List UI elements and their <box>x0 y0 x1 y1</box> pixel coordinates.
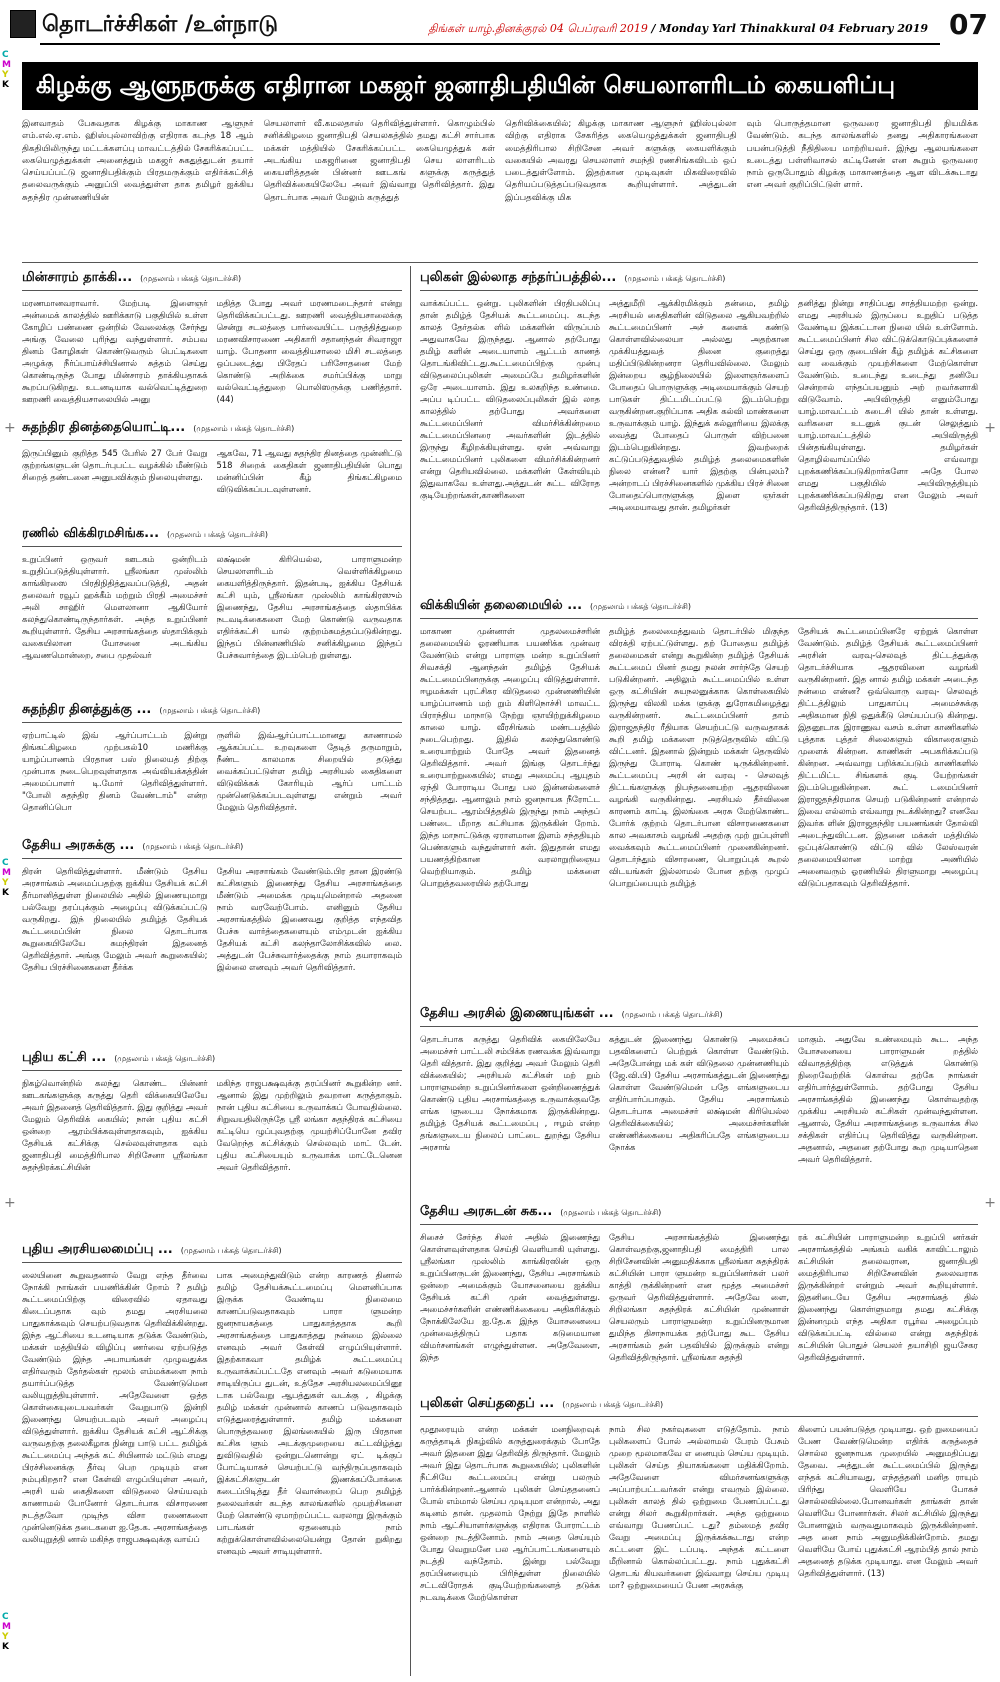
article-column: தேசிய அரசாங்கம் வேண்டும்.பிர தான இரண்டு கட்சிகளும் இணைந்து தேசிய அரசாங்கத்தை மீண்டும் அமைக்க முடியுமென்றால் அதனை நாம் வரவேற்போம். எனினும் தேசிய அரசாங்கத்தில் இணைவது குறித்த எந்தவித பேச்சு வார்த்தைகளையும் எம்முடன் ஐக்கிய தேசியக் கட்சி கலந்தாலோசிக்கவில் லை. அத்துடன் பேச்சுவார்த்தைக்கு நாம் தயாராகவும் இல்லை எனவும் அவர் தெரிவித்தார். <box>216 866 402 972</box>
masthead <box>0 0 1000 58</box>
article-column: மூதூரையும் என்ற மக்கள் மனநிறைவுக் கருத்தாடிக் நிகழ்வில் கருத்துரைக்கும் போதே அவர் இதனை இது தெரிவித் திருந்தார். மேலும் அவர் இது தொடர்பாக கூறுகையில்; புலிகளின் நீட்சியே கூட்டமைப்பு என்று பலரும் பார்க்கின்றனர்.ஆனால் புலிகள் செய்ததனைப் போல் எம்மால் செய்ய முடியுமா என்றால், அது கடினம் தான். முதலாம் நேற்று இதே நாளில் நாம் ஆட்சியாளர்களுக்கு எதிராக போராட்டம் ஒன்றை நடத்தினோம். நாம் அதை செய்யும் போது வெறுமனே பல ஆர்ப்பாட்டங்களையும் நடத்தி வந்தோம். இன்று பல்வேறு தரப்பினரையும் பிரிந்துள்ள நிலையில் சட்டவிரோதக் குடியேற்றங்களைத் தடுக்க நடவடிக்கை மேற்கொள்ள <box>420 1424 600 1602</box>
continuation-note: (முதலாம் பக்கத் தொடர்ச்சி) <box>624 274 726 283</box>
article-column: கத்துடன் இணைந்து கொண்டு அமைச்சுப் பதவிகளைப் பெற்றுக் கொள்ள வேண்டும். அதேபோன்று மக் கள் விடுதலை முன்னணியும் (ஜே.வி.பி) தேசிய அரசாங்கத்துடன் இணைந்து கொள்ள வேண்டுமென் பதே எங்களுடைய எதிர்பார்ப்பாகும். தேசிய அரசாங்கம் தொடர்பாக அமைச்சர் லக்ஷ்மன் கிரியெல்ல தெரிவிக்கையில்; அமைச்சர்களின் எண்ணிக்கையை அதிகரிப்பதே எங்களுடைய நோக்க <box>609 1034 789 1152</box>
lead-column-4: வும் பொருத்தமான ஒருவரை ஜனாதிபதி நியமிக்க வேண்டும். கடந்த காலங்களில் தனது அதிகாரங்களை பயன்படுத்தி நீதிதியை மாற்றியவர். இந்து ஆலயங்களை உடைத்து பள்ளிவாசல் கட்டினேன் என கூறும் ஒருவரை நாம் ஒருபோதும் கிழக்கு மாகாணத்தை ஆள விடக்கூடாது என அவர் குறிப்பிட்டுள் ளார். <box>746 119 978 191</box>
article-column: உறுப்பினர் ஒருவர் ஊடகம் ஒன்றிடம் உறுதிப்படுத்தியுள்ளார். ஸ்ரீலங்கா முஸ்லிம் காங்கிரஸை பிரதிநிதித்துவப்படுத்தி, அதன் தலைவர் ரவூப் ஹக்கீம் மற்றும் பிரதி அமைச்சர் அலி சாஹிர் மௌலானா ஆகியோர் கலந்துகொண்டிருந்தார்கள். அந்த உறுப்பினர் கூறியுள்ளார். தேசிய அரசாங்கத்தை ஸ்தாபிக்கும் வகையிலான யோசனை அடங்கிய ஆவணமொன்றை, சபை முதல்வர் <box>22 554 208 660</box>
article-column: லையினை கூறுவதனால் வேறு எந்த தீர்வை நோக்கி நாங்கள் பயணிக்கின் றோம் ? தமிழ் கூட்டமைப்பிற்கு விரைவில் ஏதாவது கிடைப்பதாக வும் தமது அரசியலை பாதுகாக்கவும் செயற்படுவதாக தெரிவிக்கின்றது. இந்த ஆட்சியை உடனடியாக தடுக்க வேண்டும், மக்கள் மத்தியில் விழிப்பு ணர்வை ஏற்படுத்த வேண்டும் இந்த அபாயங்கள் முழுவதுக்க எதிர்வரும் தேர்தல்கள் மூலம் எம்மக்களை நாம் தயார்ப்படுத்த வேண்டுமென வலியுறுத்தியுள்ளார். அதேவேளை ஒத்த கொள்கையுடையவர்கள் வேறுபாடு இன்றி இணைந்து செயற்படவும் அவர் அழைப்பு விடுத்துள்ளார். ஐக்கிய தேசியக் கட்சி ஆட்சிக்கு வருவதற்கு தலைகீழாக நின்று பாடு பட்ட தமிழ்க் கூட்டமைப்பு அந்தக் கட் சியினால் மட்டும் எமது பிரச்சினைக்கு தீர்வு பெற முடியும் என நம்புகிறதா? என கேள்வி எழுப்பியுள்ள அவர், அரசி யல் கைதிகளை விடுதலை செய்யவும் காணாமல் போனோர் தொடர்பாக விசாரணை நடத்தவோ முடிந்த விசா ரணைகளை முன்னெடுக்க தடைகளை ஐ.தே.க. அரசாங்கத்தை வலியுறுத்தி னால் மகிந்த ராஜபக்ஷவுக்கு வாய்ப் <box>22 1270 208 1544</box>
continuation-note: (முதலாம் பக்கத் தொடர்ச்சி) <box>167 530 268 539</box>
article-column: வாக்கப்பட்ட ஒன்று. புலிகளின் பிரதிபலிப்பு தான் தமிழ்த் தேசியக் கூட்டமைப்பு. கடந்த காலத் தேர்தல்க ளில் மக்களின் விருப்பம் அதுவாகவே இருந்தது. ஆனால் தற்போது தமிழ் களின் அடையாளம் ஆட்டம் காணத் தொடங்கிவிட்டது.கூட்டமைப்பிற்கு முன்பு விடுதலைப்புலிகள் அமைப்பே தமிழர்களின் ஒரே அடையாளம். இது உலகறிந்த உண்மை. அப்ப டிப்பட்ட விடுதலைப்புலிகள் இல் லாத காலத்தில் தற்போது அவர்களை கூட்டமைப்பினர் விமர்சிக்கின்றமை கூட்டமைப்பினரை அவர்களின் இடத்தில் இருந்து கீழிறக்கியுள்ளது. ஏன் அவ்வாறு கூட்டமைப்பினர் புலிகளை விமர்சிக்கின்றனர் என்று தெரியவில்லை. மக்களின் கேள்வியும் இதுவாகவே உள்ளது.அத்துடன் சுட்ட விரோத குடியேற்றங்கள்,காணிகளை <box>420 298 600 500</box>
article-column: மரணமானவராவார். மேற்படி இளைஞர் அன்மைக் காலத்தில் ஊரிக்காடு பகுதியில் உள்ள கோழிப் பண்ணை ஒன்றில் வேலைக்கு சேர்ந்து அங்கு வேலை புரிந்து வந்துள்ளார். சம்பவ தினம் கோழிகள் கொண்டுவரும் பெட்டிகளை அழுக்கு நீர்ப்பாய்ச்சியினால் சுத்தம் செய்து கொண்டிருந்த போது மின்சாரம் தாக்கியதாகக் கூறப்படுகிறது. உடனடியாக வல்வெட்டித்துறை ஊறணி வைத்தியசாலையில் அனு <box>22 298 208 404</box>
article-title: புலிகள் இல்லாத சந்தர்ப்பத்தில்... <box>420 270 617 285</box>
continuation-note: (முதலாம் பக்கத் தொடர்ச்சி) <box>562 1400 664 1409</box>
article-column: லக்ஷ்மன் கிரியெல்ல, பாராளுமன்ற செயலாளரிடம் வெள்ளிக்கிழமை கையளித்திருந்தார். இதன்படி, ஐக்கிய தேசியக் கட்சி யும், ஸ்ரீலங்கா முஸ்லிம் காங்கிரஸும் இணைந்து, தேசிய அரசாங்கத்தை ஸ்தாபிக்க நடவடிக்கைகளை மேற் கொண்டு வருவதாக எதிர்க்கட்சி யால் குற்றம்சுமத்தப்படுகின்றது. இந்தப் பின்னணியில் சனிக்கிழமை இந்தப் பேச்சுவார்த்தை இடம்பெற் றுள்ளது. <box>216 554 402 660</box>
issue-date <box>429 22 929 37</box>
issue-date-tamil: திங்கள் யாழ்.தினக்குரல் 04 பெப்ரவரி 2019 <box>428 22 648 35</box>
article-title: தேசிய அரசுடன் சுக... <box>420 1204 553 1219</box>
registration-mark-icon: + <box>4 420 16 436</box>
article-column: திரன் தெரிவித்துள்ளார். மீண்டும் தேசிய அரசாங்கம் அமைப்பதற்கு ஐக்கிய தேசியக் கட்சி தீர்மானித்துள்ள நிலையில் அதில் இணையுமாறு பல்வேறு தரப்புக்கும் அழைப்பு விடுக்கப்பட்டு வருகிறது. இந் நிலையில் தமிழ்த் தேசியக் கூட்டமைப்பின் நிலை தொடர்பாக கூறுகையிலேயே சுமந்திரன் இதனைத் தெரிவித்தார். அங்கு மேலும் அவர் கூறுகையில்; தேசிய பிரச்சினைகளை தீர்க்க <box>22 866 208 972</box>
registration-mark-icon: + <box>984 420 996 436</box>
article-join-national-govt <box>420 1006 978 1196</box>
page-number: 07 <box>949 8 988 41</box>
article-title: ரணில் விக்கிரமசிங்க... <box>22 526 160 541</box>
cmyk-color-bar-bottom: C M Y K <box>2 1612 11 1652</box>
newspaper-logo-icon <box>10 10 36 38</box>
continuation-note: (முதலாம் பக்கத் தொடர்ச்சி) <box>114 1054 216 1063</box>
lead-column-2: செயலாளர் வீ.கமலதாஸ் தெரிவித்துள்ளார். கொழும்பில் சனிக்கிழமை ஜனாதிபதி செயலகத்தில் தமது கட்சி சார்பாக மக்கள் மத்தியில் சேகரிக்கப்பட்ட கையெழுத்துக் கள் அடங்கிய மகஜரினை ஜனாதிபதி செய லாளரிடம் கையளித்ததன் பின்னர் ஊடகங் களுக்கு கருத்துத் தெரிவிக்கையிலேயே அவர் இவ்வாறு தெரிவித்தார். இது தொடர்பாக அவர் மேலும் கருத்துத் <box>263 119 495 203</box>
article-independence-protest <box>22 702 402 832</box>
article-column: மதித்த போது அவர் மரணமடைந்தார் என்று தெரிவிக்கப்பட்டது. ஊறணி வைத்தியசாலைக்கு சென்று சடலத்தை பார்வையிட்ட பருத்தித்துறை மரணவிசாரணை அதிகாரி சதானந்தன் சிவராஜா யாழ். போதனா வைத்தியசாலை மிசி சடலத்தை ஒப்படைத்து பிரேதப் பரிசோதனை மேற் கொண்டு அறிக்கை சமர்ப்பிக்கு மாறு வல்வெட்டித்துறை பொலிஸருக்கு பணித்தார். (44) <box>216 298 402 404</box>
article-column: இருப்பினும் குறித்த 545 பேரில் 27 பேர் வேறு குற்றங்களுடன் தொடர்புபட்ட வழக்கில் மீண்டும் சிறைத் தண்டனை அனுபவிக்கும் நிலையுள்ளது. <box>22 448 208 482</box>
article-what-tigers-did <box>420 1396 978 1678</box>
article-independence-amnesty <box>22 420 402 520</box>
continuation-note: (முதலாம் பக்கத் தொடர்ச்சி) <box>590 602 691 611</box>
article-column: அத்துமீறி ஆக்கிரமிக்கும் தன்மை, தமிழ் அரசியல் கைதிகளின் விடுதலை ஆகியவற்றில் கூட்டமைப்பினர் அச் களைக் கண்டு கொள்ளவில்லையா அல்லது அதற்கான முக்கியத்துவத் தினை குறைத்து மதிப்பிடுகின்றனரா தெரியவில்லை. மேலும் இன்றைய சூழ்நிலையில் இளைஞர்களைப் போதைப் பொருளுக்கு அடிமையாக்கும் செயற் பாடுகள் திட்டமிடப்பட்டு இடம்பெற்று வருகின்றன.குறிப்பாக அதிக கல்வி மாண்களை உருவாக்கும் யாழ். இந்துக் கல்லூரியை இலக்கு வைத்து போதைப் பொருள் விற்பனை இடம்பெறுகின்றது. இவற்றைக் கட்டுப்படுத்துவதில் தமிழ்த் தலைமைகளின் நிலை என்ன? யார் இதற்கு பின்புலம்? அன்றாடப் பிரச்சினைகளில் முக்கிய பிரச் சினை போதைப்பொருளுக்கு இளை ஞர்கள் அடிமையாவது தான். தமிழர்கள் <box>609 298 789 512</box>
continuation-note: (முதலாம் பக்கத் தொடர்ச்சி) <box>142 842 244 851</box>
article-title: சுதந்திர தினத்துக்கு ... <box>22 702 152 717</box>
article-column: ஏற்பாட்டில் இவ் ஆர்ப்பாட்டம் இன்று திங்கட்கிழமை முற்பகல்10 மணிக்கு யாழ்ப்பாணம் பிரதான பஸ் நிலையத் திற்கு முன்பாக நடைபெறவுள்ளதாக அவ்வியக்கத்தின் அமைப்பாளர் டி.மோர் தெரிவித்துள்ளார். "போலி சுதந்திர தினம் வேண்டாம்" என்ற தொனிப்பொ <box>22 730 208 812</box>
article-title: தேசிய அரசில் இணையுங்கள் ... <box>420 1006 614 1021</box>
continuation-note: (முதலாம் பக்கத் தொடர்ச்சி) <box>159 706 261 715</box>
registration-mark-icon: + <box>4 1195 16 1211</box>
article-title: புதிய அரசியலமைப்பு ... <box>22 1242 173 1257</box>
column-divider <box>410 266 411 1676</box>
article-vicky-leadership <box>420 598 978 998</box>
article-column: கிளைப் பயன்படுத்த முடியாது. ஒற் றுமையைப் பேண வேண்டுமென்ற எதிர்க் கருத்தைச் சொல்ல ஜனநாயக முறையில் அனுமதிப்பது தேவை. அத்துடன் கூட்டமைப்பில் இருந்து எந்தக் கட்சியாவது, எந்தத்தனி மனித ராயும் பிரிந்து வெளியே போகச் சொல்லவில்லை.போனவர்கள் தாங்கள் தான் வெளியே போனார்கள். சிலர் கட்சியில் இருந்து போனாலும் வருவதுமாகவும் இருக்கின்றனர். அத னை நாம் அனுமதிக்கின்றோம். தமது வெளியே போய் புதுக்கட்சி ஆரம்பித் தால் நாம் அதனைத் தடுக்க முடியாது. என மேலும் அவர் தெரிவித்துள்ளார். (13) <box>798 1424 978 1578</box>
article-column: தேசியக் கூட்டமைப்பினரே ஏற்றுக் கொள்ள வேண்டும். தமிழ்த் தேசியக் கூட்டமைப்பினர் அரசின் வரவு-செலவுத் திட்டத்துக்கு தொடர்ச்சியாக ஆதரவினை வழங்கி வருகின்றனர். இத னால் தமிழ் மக்கள் அடைந்த நன்மை என்ன? ஒவ்வொரு வரவு- செலவுத் திட்டத்திலும் பாதுகாப்பு அமைச்சுக்கு அதிகமான நிதி ஒதுக்கீடு செய்யப்படு கின்றது. இதனூடாக இராணுவ வசம் உள்ள காணிகளில் புத்தாக புத்தர் சிலைகளும் விகாரைகளும் முளைக் கின்றன. காணிகள் அபகரிக்கப்படு கின்றன. அவ்வாறு பறிக்கப்படும் காணிகளில் திட்டமிட்ட சிங்களக் குடி யேற்றங்கள் இடம்பெறுகின்றன. கூட் டமைப்பினர் இராஜதந்திரமாக செயற் படுகின்றனர் என்றால் இவை எல்லாம் எவ்வாறு நடக்கின்றது? எனவே இவர்க ளின் இராஜதந்திர பயணங்கள் தோல்வி அடைந்துவிட்டன. இதனை மக்கள் மத்தியில் ஒப்புக்கொண்டு விட்டு வில் லேஸ்வரன் தலைமையிலான மாற்று அணியில் அனைவரும் ஓரணியில் திரளுமாறு அழைப்பு விடுப்பதாகவும் தெரிவித்தார். <box>798 626 978 888</box>
article-title: புதிய கட்சி ... <box>22 1050 107 1065</box>
article-title: சுதந்திர தினத்தையொட்டி... <box>22 420 186 435</box>
continuation-note: (முதலாம் பக்கத் தொடர்ச்சி) <box>621 1010 723 1019</box>
lead-column-1: இனவாதம் பேசுவதாக கிழக்கு மாகாண ஆளுநர் எம்.எல்.ஏ.எம். ஹிஸ்புல்லாவிற்கு எதிராக கடந்த 18 ஆம் திகதியிலிருந்து மட்டக்களப்பு மாவட்டத்தில் சேகரிக்கப்பட்ட கையெழுத்துக்கள் அனைத்தும் மகஜர் சுகதுத்துடன் தயார் செய்யப்பட்டு ஜனாதிபதிக்கும் பிரதமருக்கும் எதிர்க்கட்சித் தலைவருக்கும் அனுப்பி வைத்துள்ள தாக தமிழர் ஐக்கிய சுதந்திர முன்னணியின் <box>22 119 254 203</box>
article-column: நாம் சில நகர்வுகளை எடுத்தோம். நாம் புலிகளைப் போல் அல்லாமல் பேரம் பேசும் முறை மூலமாகவே எ னையும் செய்ய முடியும். புலிகள் செய்த தியாகங்களை மதிக்கிறோம். அதேவேளை விமர்சனங்களுக்கு அப்பாற்பட்டவர்கள் என்று எவரும் இல்லை. புலிகள் காலத் தில் ஒற்றுமை பேணப்பட்டது என்று சிலர் கூறுகிறார்கள். அந்த ஒற்றுமை எவ்வாறு பேணப்பட் டது? தம்மைத் தவிர வேறு அமைப்பு இருக்கக்கூடாது என்ற கட்டளை இட் டப்படி. அந்தக் கட்டளை மீறினால் கொல்லப்பட்டது. நாம் புதுக்கட்சி தொடங் கியவர்களை இவ்வாறு செய்ய முடியு மா? ஒற்றுமையைப் பேண அரசுக்கு <box>609 1424 789 1590</box>
article-column: மகிந்த ராஜபக்ஷவுக்கு தரப்பினர் கூறுகின்ற னர். ஆனால் இது முற்றிலும் தவறான கருத்தாகும். நான் புதிய கட்சியை உருவாக்கப் போவதில்லை. சிறுவயதிலிருந்தே ஸ்ரீ லங்கா சுதந்திரக் கட்சியை கட்டியெ ழுப்புவதற்கு முயற்சிப்போனே தவிர வேறெந்த கட்சிக்கும் செல்லவும் மாட் டேன். புதிய கட்சியையும் உருவாக்க மாட்டேனென அவர் தெரிவித்தார். <box>216 1078 402 1172</box>
article-column: ஆகவே, 71 ஆவது சுதந்திர தினத்தை முன்னிட்டு 518 சிறைக் கைதிகள் ஜனாதிபதியின் பொது மன்னிப்பின் கீழ் திங்கட்கிழமை விடுவிக்கப்படவுள்ளனர். <box>216 448 402 494</box>
continuation-note: (முதலாம் பக்கத் தொடர்ச்சி) <box>560 1208 662 1217</box>
article-column: தொடர்பாக கருத்து தெரிவிக் கையிலேயே அமைச்சர் பாட்டலி சம்பிக்க ரணவக்க இவ்வாறு தெரி வித்தார். இது குறித்து அவர் மேலும் தெரி விக்கையில்; அரசியல் கட்சிகள் மற் றும் பாராளுமன்ற உறுப்பினர்களை ஒன்றிணைத்துக் கொண்டு புதிய அரசாங்கத்தை உருவாக்குவதே எங்க ளுடைய நோக்கமாக இருக்கின்றது. தமிழ்த் தேசியக் கூட்டமைப்பு , ஈழம் என்ற தங்களுடைய நிலைப் பாட்டை துறந்து தேசிய அரசாங் <box>420 1034 600 1152</box>
continuation-note: (முதலாம் பக்கத் தொடர்ச்சி) <box>140 274 242 283</box>
article-column: பாக அமைந்துவிடும் என்ற காரணத் தினால் தமிழ் தேசியக்கூட்டமைப்பு மௌனிப்பாக இருக்க வேண்டிய நிலைமை காணப்படுவதாகவும் பாரா ளுமன்ற ஜனநாயகத்தை பாதுகாத்ததாக கூறி அரசாங்கத்தை பாதுகாத்தது நன்மை இல்லை எனவும் அவர் கேள்வி எழுப்பியுள்ளார். இதற்காகவா தமிழ்க் கூட்டமைப்பு உருவாக்கப்பட்டதே எனவும் அவர் கடுமையாக சாடியிருப்ப துடன், உத்தேச அரசியலமைப்பினூ டாக பல்வேறு ஆபத்துகள் வடக்கு , கிழக்கு தமிழ் மக்கள் முன்னால் காணப் படுவதாகவும் எடுத்துரைத்துள்ளார். தமிழ் மக்களை பொருத்தவரை இலங்கையில் இரு பிரதான கட்சிக ளும் அடக்குமுறையை கட்டவிழ்த்து துவிடுவதில் ஒன்றுடனொன்று ஏட் டிக்குப் போட்டியாகச் செயற்பட்டு வந்திருப்பதாகவும் இக்கட்சிகளுடன் இணக்கப்போக்கை கடைப்பிடித்து தீர் வொன்றைப் பெற தமிழ்த் தலைவர்கள் கடந்த காலங்களில் முயற்சிகளை மேற் கொண்டு ஏமாற்றப்பட்ட வரலாறு இருக்கும் பாடங்கள் ஏதனையும் நாம் கற்றுக்கொள்ளவில்லையென்று தோன் றுகிறது எனவும் அவர் சாடியுள்ளார். <box>216 1270 402 1556</box>
registration-mark-icon: + <box>984 1195 996 1211</box>
lead-story <box>22 118 978 258</box>
lead-divider <box>22 262 978 263</box>
article-column: ரக் கட்சியின் பாராளுமன்ற உறுப்பி னர்கள் அரசாங்கத்தில் அங்கம் வகிக் காவிட்டாலும் கட்சியின் தலைவரான, ஜனாதிபதி மைத்திரிபால சிறிசேனவின் தலைவராக இருக்கின்றர் என்றும் அவர் கூறியுள்ளார். இதனிடையே தேசிய அரசாங்கத் தில் இணைந்து கொள்ளுமாறு தமது கட்சிக்கு இன்னமும் எந்த அதிகா ரபூர்வ அழைப்பும் விடுக்கப்பட்டி வில்லை என்று சுதந்திரக் கட்சியின் பொதுச் செயலர் தயாசிறி ஜயசேகர தெரிவித்துள்ளார். <box>798 1232 978 1362</box>
article-column: மாகும். அதுவே உண்மையும் கூட. அந்த யோசனையை பாராளுமன் றத்தில் விவாதத்திற்கு எடுத்துக் கொண்டு நிறைவேற்றிக் கொள்வ தற்கே நாங்கள் எதிர்பார்த்துள்ளோம். தற்போது தேசிய அரசாங்கத்தில் இணைந்து கொள்வதற்கு முக்கிய அரசியல் கட்சிகள் முன்வந்துள்ளன. ஆனால், தேசிய அரசாங்கத்தை உருவாக்க சில சக்திகள் எதிர்ப்பு தெரிவித்து வருகின்றன. அதனால், அதனை தற்போது கூற முடியாதென அவர் தெரிவித்தார். <box>798 1034 978 1164</box>
article-title: தேசிய அரசுக்கு ... <box>22 838 135 853</box>
article-column: சிசைச் சேர்ந்த சிலர் அதில் இணைந்து கொள்ளவுள்ளதாக செய்தி வெளியாகி யுள்ளது. ஸ்ரீலங்கா முஸ்லிம் காங்கிரஸின் ஒரு உறுப்பினருடன் இணைந்து, தேசிய அரசாங்கம் ஒன்றை அமைக்கும் யோசனையை ஐக்கிய தேசியக் கட்சி முன் வைத்துள்ளது. அமைச்சர்களின் எண்ணிக்கையை அதிகரிக்கும் நோக்கிலேயே ஐ.தே.க இந்த யோசனையை முன்வைத்திருப் பதாக கடுமையான விமர்சனங்கள் எழுந்துள்ளன. அதேவேளை, இந்த <box>420 1232 600 1362</box>
article-column: மாகாண முன்னாள் முதலமைச்சரின் தலைமையில் ஓரணியாக பயணிக்க முன்வர வேண்டும் என்று பாராளு மன்ற உறுப்பினர் சிவசக்தி ஆனந்தன் தமிழ்த் தேசியக் கூட்டமைப்பினருக்கு அழைப்பு விடுத்துள்ளார். ஈழமக்கள் புரட்சிகர விடுதலை முன்னணியின் யாழ்ப்பாணம் மற் றும் கிளிநொச்சி மாவட்ட பிராந்திய மாநாடு நேற்று ஞாயிற்றுக்கிழமை காலை யாழ். வீரசிங்கம் மண்டபத்தில் நடைபெற்றது. இதில் கலந்துகொண்டு உரையாற்றும் போதே அவர் இதனைத் தெரிவித்தார். அவர் இங்கு தொடர்ந்து உரையாற்றுகையில்; எமது அமைப்பு ஆயுதம் ஏந்தி போராடிய போது பல இன்னல்களைச் சந்தித்தது. ஆனாலும் நாம் ஜனநாயக நீரோட்ட செயற்பட ஆரம்பித்ததில் இருந்து நாம் அந்தப் பண்டை மீறாத கட்சியாக இருக்கின் றோம். இந்த மாநாட்டுக்கு ஏராளமான இளம் சந்ததியும் பெண்களும் வந்துள்ளார் கள். இதுதான் எமது பயணத்திற்கான வரலாறுறிஞைய வெற்றியாகும். தமிழ் மக்களை பொறுத்தவரையில் தற்போது <box>420 626 600 888</box>
article-column: தேசிய அரசாங்கத்தில் இணைந்து கொள்வதற்கு,ஜனாதிபதி மைத்திரி பால சிறிசேனவின் அனுமதிக்காக ஸ்ரீலங்கா சுதந்திரக் கட்சியின் பாரா ளுமன்ற உறுப்பினர்கள் பலர் காத்தி ருக்கின்றனர் என மூத்த அமைச்சர் ஒருவர் தெரிவித்துள்ளார். அதேவே ளை, சிறிலங்கா சுதந்திரக் கட்சியின் முன்னாள் செயலரும் பாராளுமன்ற உறுப்பினருமான துமிந்த திசாநாயக்க தற்போது கூட தேசிய அரசாங்கம் தன் பதவியில் இருக்கும் என்று தெரிவித்திருந்தார். ஸ்ரீலங்கா சுதந்தி <box>609 1232 789 1362</box>
cmyk-color-bar-top: C M Y K <box>2 50 11 90</box>
article-column: நிகழ்வொன்றில் கலந்து கொண்ட பின்னர் ஊடகங்களுக்கு கருத்து தெரி விக்கையிலேயே அவர் இதனைத் தெரிவித்தார். இது குறித்து அவர் மேலும் தெரிவிக் கையில்; நான் புதிய கட்சி ஒன்றை ஆரம்பிக்கவுள்ளதாகவும், ஐக்கிய தேசியக் கட்சிக்கு செல்லவுள்ளதாக வும் ஜனாதிபதி மைத்திரிபால சிறிசேனா ஸ்ரீலங்கா சுதந்திரக்கட்சியின் <box>22 1078 208 1172</box>
section-title: தொடர்ச்சிகள் /உள்நாடு <box>42 12 279 37</box>
article-without-tigers <box>420 270 978 590</box>
article-electrocution <box>22 270 402 415</box>
main-headline: கிழக்கு ஆளுநருக்கு எதிரான மகஜர் ஜனாதிபதியின் செயலாளரிடம் கையளிப்பு <box>22 62 978 110</box>
article-title: மின்சாரம் தாக்கி... <box>22 270 133 285</box>
article-title: புலிகள் செய்ததைப் ... <box>420 1396 555 1411</box>
article-column: தனித்து நின்று சாதிப்பது சாத்தியமற்ற ஒன்று. எமது அரசியல் இருப்பை உறுதிப் படுத்த வேண்டிய இக்கட்டான நிலை யில் உள்ளோம். கூட்டமைப்பினர் சில விட்டுக்கொடுப்புக்களைச் செய்து ஒரு குடையின் கீழ் தமிழ்க் கட்சிகளை வர வைக்கும் முயற்சிகளை மேற்கொள்ள வேண்டும். உடைந்து உடைந்து தனியே சென்றால் எந்தப்பயனும் அற் றவர்களாகி விடுவோம். அபிவிருத்தி எனும்போது யாழ்.மாவட்டம் கடைசி யில் தான் உள்ளது. வரிகளை உடனுக் குடன் செலுத்தும் யாழ்.மாவட்டத்தில் அபிவிருத்தி பின்தங்கியுள்ளது. தமிழர்கள் தொழில்வாய்ப்பில் எவ்வாறு புறக்கணிக்கப்படுகிறார்களோ அதே போல எமது பகுதியில் அபிவிருத்தியும் புறக்கணிக்கப்படுகிறது என மேலும் அவர் தெரிவித்திருந்தார். (13) <box>798 298 978 512</box>
article-ranil <box>22 526 402 696</box>
article-new-party <box>22 1050 402 1235</box>
cmyk-color-bar-mid: C M Y K <box>2 858 11 898</box>
lead-column-3: தெரிவிக்கையில்; கிழக்கு மாகாண ஆளுநர் ஹிஸ்புல்லா விற்கு எதிராக சேகரித்த கையெழுத்துக்கள் ஜனாதிபதி மைத்திரிபால சிறிசேன அவர் களுக்கு கையளிக்கும் வகையில் அவரது செயலாளர் சமந்தி ரணசிங்கவிடம் ஒப் படைத்துள்ளோம். இதற்கான முடிவுகள் மிகவிரைவில் தெரியப்படுத்தப்படுவதாக கூறியுள்ளார். அத்துடன் இப்பதவிக்கு மிக <box>505 119 737 203</box>
article-title: விக்கியின் தலைமையில் ... <box>420 598 583 613</box>
continuation-note: (முதலாம் பக்கத் தொடர்ச்சி) <box>180 1246 282 1255</box>
article-slfp-national-govt <box>420 1204 978 1388</box>
article-new-constitution <box>22 1242 402 1678</box>
issue-date-english: / Monday Yarl Thinakkural 04 February 2019 <box>651 22 928 35</box>
masthead-rule <box>40 43 940 45</box>
article-national-govt <box>22 838 402 1043</box>
article-column: தமிழ்த் தலைமைத்துவம் தொடர்பில் மிகுந்த விரக்தி ஏற்பட்டுள்ளது. தற் போதைய தமிழ்த் தலைமைகள் என்று கூறுகின்ற தமிழ்த் தேசியக் கூட்டமைப் பினர் தமது நலன் சார்ந்தே செயற் படுகின்றனர். அதிலும் கூட்டமைப்பில் உள்ள ஒரு கட்சியின் சுயநலனுக்காக கொள்கையில் இருந்து விலகி மக்க ளுக்கு துரோகமிழைத்து வருகின்றனர். கூட்டமைப்பினர் தாம் இராஜதந்திர ரீதியாக செயற்பட்டு வருவதாகக் கூறி தமிழ் மக்களை நடுத்தெருவில் விட்டு விட்டனர். இதனால் இன்றும் மக்கள் தெருவில் இருந்து போராடி கொண் டிருக்கின்றனர். கூட்டமைப்பு அரசி ன் வரவு - செலவுத் திட்டங்களுக்கு நிபந்தனையற்ற ஆதரவினை வழங்கி வருகின்றது. அரசியல் தீர்வினை காரணம் காட்டி இலங்கை அரசு மேற்கொண்ட போர்க் குற்றம் தொடர்பான விசாரணைகளை கால அவகாசம் வழங்கி அதற்கு முற் றுப்புள்ளி வைக்கவும் கூட்டமைப்பினர் முனைகின்றனர். தொடர்ந்தும் விசாரணை, பொறுப்புக் கூறல் விடயங்கள் இல்லாமல் போன தற்கு முழுப் பொறுப்பையும் தமிழ்த் <box>609 626 789 888</box>
article-column: ருளில் இவ்ஆர்ப்பாட்டமானது காணாமல் ஆக்கப்பட்ட உறவுகளை தேடித் தருமாறும், நீண்ட காலமாக சிறையில் தடுத்து வைக்கப்பட்டுள்ள தமிழ் அரசியல் கைதிகளை விடுவிக்கக் கோரியும் ஆர்ப் பாட்டம் முன்னெடுக்கப்படவுள்ளது என்றும் அவர் மேலும் தெரிவித்தார். <box>216 730 402 812</box>
continuation-note: (முதலாம் பக்கத் தொடர்ச்சி) <box>193 424 295 433</box>
